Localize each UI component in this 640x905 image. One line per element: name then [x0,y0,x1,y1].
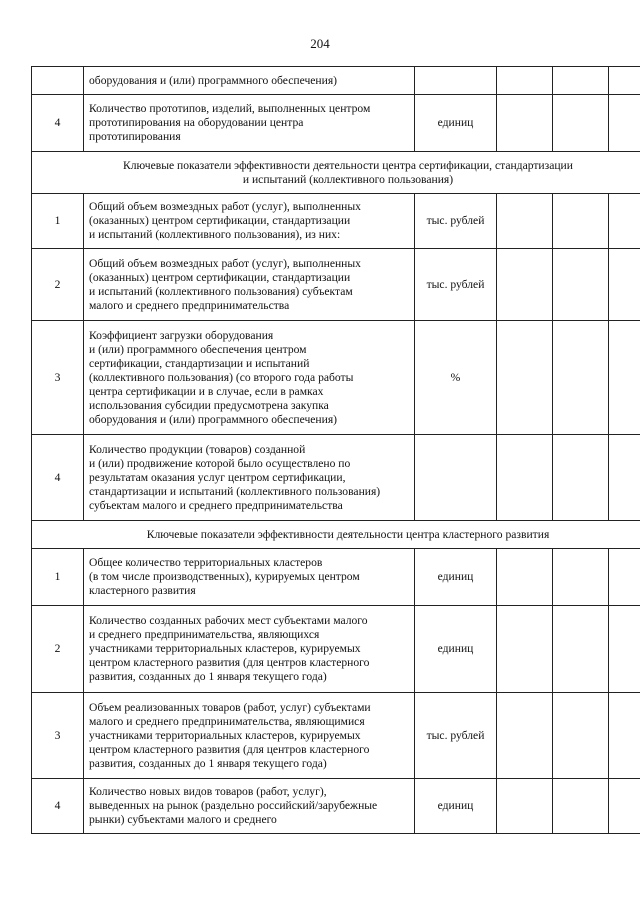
value-cell [497,435,553,521]
page-number: 204 [310,36,330,51]
row-number: 4 [32,95,84,152]
value-cell [497,693,553,779]
indicator-name-line: малого и среднего предпринимательства [89,298,290,312]
indicator-name-line: Количество новых видов товаров (работ, услуг), [89,785,327,798]
indicator-name-line: центром кластерного развития (для центров кластерного [89,656,370,669]
indicator-name-line: Общий объем возмездных работ (услуг), выполненных [89,200,361,213]
value-cell [497,606,553,693]
indicator-name-line: стандартизации и испытаний (коллективного пользования) [89,484,381,498]
value-cell [553,194,609,249]
section-title-line: Ключевые показатели эффективности деятельности центра кластерного развития [146,527,550,541]
indicators-table [31,66,640,834]
indicator-name-line: использования субсидии предусмотрена закупка [89,398,329,412]
indicator-name-line: Количество прототипов, изделий, выполненных центром [89,102,371,115]
unit-of-measure: единиц [415,779,497,834]
indicator-name-line: развития, созданных до 1 января текущего года) [89,670,327,683]
value-cell [497,249,553,321]
indicator-name-line: центром кластерного развития (для центров кластерного [89,742,370,756]
value-cell [553,779,609,834]
indicator-name [84,194,415,249]
value-cell [609,194,640,249]
table-row [32,549,640,606]
value-cell [553,549,609,606]
indicator-name [84,549,415,606]
section-header-row [32,521,640,549]
unit-of-measure [415,435,497,521]
row-number: 4 [32,779,84,834]
value-cell [553,435,609,521]
row-number: 3 [32,321,84,435]
unit-of-measure: тыс. рублей [415,194,497,249]
indicator-name-line: Количество созданных рабочих мест субъектами малого [89,614,368,627]
indicator-name-line: Общий объем возмездных работ (услуг), выполненных [89,256,361,270]
indicator-name [84,693,415,779]
table-row [32,67,640,95]
row-number: 3 [32,693,84,779]
table-row [32,693,640,779]
value-cell [497,194,553,249]
row-number: 4 [32,435,84,521]
row-number: 2 [32,249,84,321]
indicator-name [84,95,415,152]
indicator-name-line: оборудования и (или) программного обеспечения) [89,412,338,426]
indicator-name [84,67,415,95]
indicator-name-line: развития, созданных до 1 января текущего года) [89,756,327,770]
row-number [32,67,84,95]
row-number: 2 [32,606,84,693]
value-cell [553,67,609,95]
indicator-name-line: кластерного развития [89,584,196,597]
value-cell [609,693,640,779]
table-row [32,95,640,152]
indicator-name-line: и (или) продвижение которой было осуществлено по [89,456,351,470]
value-cell [497,779,553,834]
value-cell [609,779,640,834]
table-row [32,606,640,693]
indicator-name-line: прототипирования [89,130,181,143]
table-row [32,249,640,321]
value-cell [497,95,553,152]
unit-of-measure: тыс. рублей [415,693,497,779]
indicator-name-line: субъектам малого и среднего предпринимательства [89,498,343,512]
unit-of-measure: единиц [415,549,497,606]
indicator-name-line: (оказанных) центром сертификации, стандартизации [89,270,351,284]
value-cell [497,67,553,95]
indicator-name-line: (в том числе производственных), курируемых центром [89,570,360,583]
value-cell [553,606,609,693]
value-cell [609,435,640,521]
row-number: 1 [32,549,84,606]
indicator-name-line: Объем реализованных товаров (работ, услуг) субъектами [89,700,371,714]
indicator-name-line: Коэффициент загрузки оборудования [89,328,274,342]
value-cell [609,95,640,152]
row-number: 1 [32,194,84,249]
indicator-name-line: центра сертификации и в случае, если в рамках [89,384,324,398]
unit-of-measure [415,67,497,95]
value-cell [609,606,640,693]
indicator-name-line: результатам оказания услуг центром сертификации, [89,470,346,484]
section-title-line: и испытаний (коллективного пользования) [242,172,454,186]
value-cell [609,67,640,95]
value-cell [497,321,553,435]
indicator-name-line: выведенных на рынок (раздельно российский/зарубежные [89,799,378,812]
value-cell [497,549,553,606]
indicator-name-line: и среднего предпринимательства, являющихся [89,628,320,641]
indicator-name [84,606,415,693]
indicator-name [84,779,415,834]
indicator-name-line: Общее количество территориальных кластеров [89,556,323,569]
value-cell [553,249,609,321]
indicator-name-line: и испытаний (коллективного пользования), из них: [89,228,341,241]
indicator-name-line: рынки) субъектами малого и среднего [89,813,277,826]
table-row [32,321,640,435]
unit-of-measure: единиц [415,95,497,152]
table-row [32,435,640,521]
section-title [32,152,640,194]
indicator-name-line: малого и среднего предпринимательства, являющимися [89,714,365,728]
value-cell [553,693,609,779]
unit-of-measure: % [415,321,497,435]
section-title [32,521,640,549]
indicator-name-line: и испытаний (коллективного пользования) субъектам [89,284,353,298]
indicator-name-line: прототипирования на оборудовании центра [89,116,304,129]
indicator-name-line: участниками территориальных кластеров, курируемых [89,728,361,742]
table-row [32,194,640,249]
value-cell [609,249,640,321]
indicator-name-line: и (или) программного обеспечения центром [89,342,307,356]
value-cell [553,95,609,152]
indicator-name-line: Количество продукции (товаров) созданной [89,442,306,456]
indicator-name-line: (коллективного пользования) (со второго года работы [89,370,354,384]
unit-of-measure: тыс. рублей [415,249,497,321]
value-cell [609,549,640,606]
indicator-name [84,249,415,321]
indicator-name-line: (оказанных) центром сертификации, стандартизации [89,214,351,227]
indicator-name-line: оборудования и (или) программного обеспечения) [89,73,338,87]
indicator-name [84,321,415,435]
indicator-name-line: сертификации, стандартизации и испытаний [89,356,310,370]
section-header-row [32,152,640,194]
section-title-line: Ключевые показатели эффективности деятельности центра сертификации, стандартизации [123,158,573,172]
value-cell [609,321,640,435]
unit-of-measure: единиц [415,606,497,693]
indicator-name-line: участниками территориальных кластеров, курируемых [89,642,361,655]
value-cell [553,321,609,435]
indicator-name [84,435,415,521]
table-row [32,779,640,834]
